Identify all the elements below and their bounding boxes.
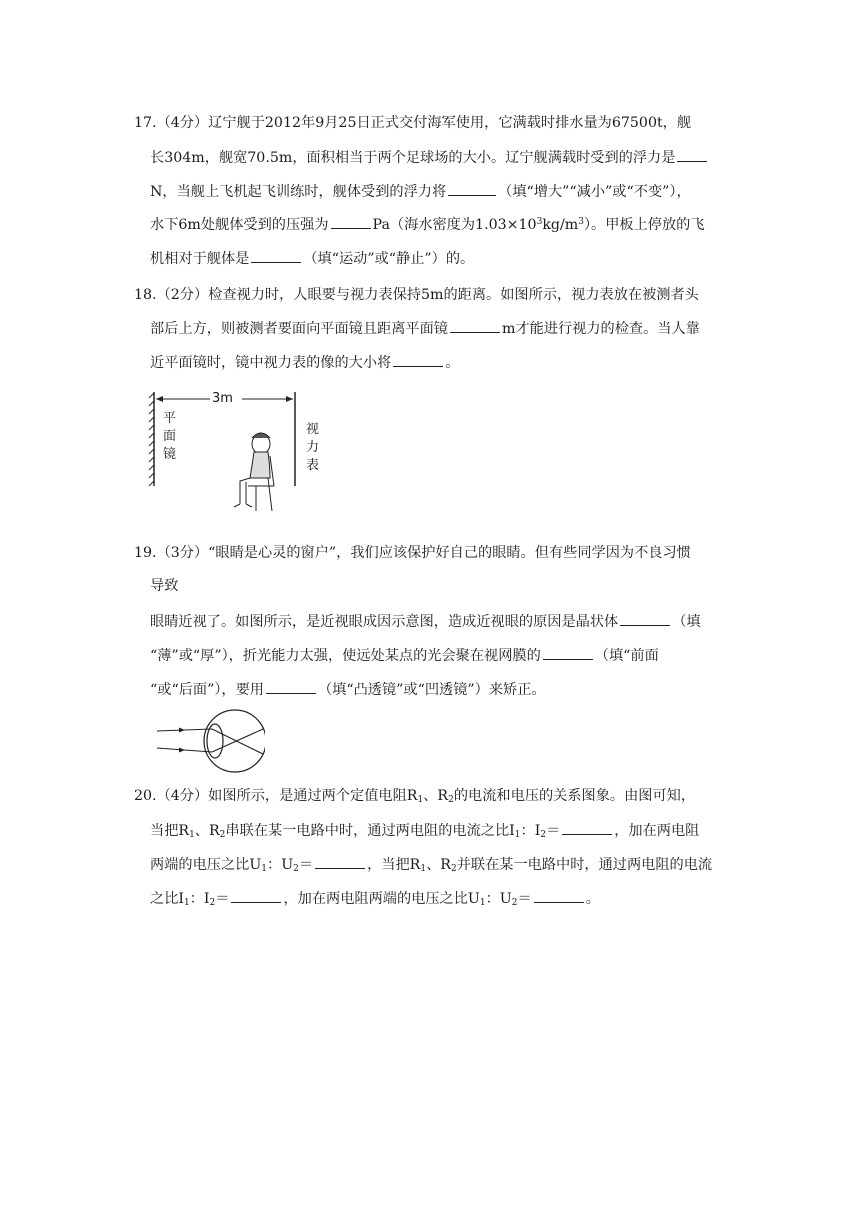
q17-number: 17.（4分）: [134, 115, 209, 131]
answer-blank[interactable]: [231, 888, 281, 903]
answer-blank[interactable]: [620, 611, 670, 626]
q18-number: 18.（2分）: [134, 287, 209, 303]
answer-blank[interactable]: [266, 679, 316, 694]
q19-line-1: 19.（3分）“眼睛是心灵的窗户”，我们应该保护好自己的眼睛。但有些同学因为不良习惯: [134, 545, 691, 561]
q17-line-4: 水下6m处舰体受到的压强为 Pa（海水密度为$1.03\times 10^3kg/m^3$）。甲板上停放的飞: [150, 214, 705, 235]
answer-blank[interactable]: [315, 854, 365, 869]
answer-blank[interactable]: [393, 352, 443, 367]
myopia-eye-diagram: [155, 707, 265, 775]
chart-label: 视 力 表: [306, 422, 320, 473]
myopia-eye-figure: [155, 707, 265, 775]
answer-blank[interactable]: [677, 147, 707, 162]
q17-line-3: N，当舰上飞机起飞训练时，舰体受到的浮力将 （填“增大”“减小”或“不变”），: [150, 181, 691, 202]
q19-line-3: 眼睛近视了。如图所示，是近视眼成因示意图，造成近视眼的原因是晶状体 （填: [150, 611, 701, 632]
answer-blank[interactable]: [251, 248, 301, 263]
q19-line-2: 导致: [150, 578, 179, 594]
mirror-label: 平 面 镜: [163, 411, 177, 462]
distance-label: 3m: [212, 391, 233, 406]
vision-test-figure: [148, 386, 320, 528]
q17-line-5: 机相对于舰体是 （填“运动”或“静止”）的。: [150, 248, 474, 269]
q20-number: 20.（4分）: [134, 788, 209, 804]
q20-line-1: 20.（4分）如图所示，是通过两个定值电阻$R_1$、$R_2$的电流和电压的关系图象。由图可知，: [134, 788, 696, 805]
answer-blank[interactable]: [562, 820, 612, 835]
q19-line-4: “薄”或“厚”），折光能力太强，使远处某点的光会聚在视网膜的 （填“前面: [150, 645, 659, 666]
answer-blank[interactable]: [450, 318, 500, 333]
q18-line-2: 部后上方，则被测者要面向平面镜且距离平面镜 m才能进行视力的检查。当人靠: [150, 318, 700, 339]
answer-blank[interactable]: [331, 214, 371, 229]
q17-line-2: 长304m，舰宽70.5m，面积相当于两个足球场的大小。辽宁舰满载时受到的浮力是: [150, 147, 709, 168]
q17-line-1: 17.（4分）辽宁舰于2012年9月25日正式交付海军使用，它满载时排水量为67500t，舰: [134, 115, 692, 131]
q18-line-3: 近平面镜时，镜中视力表的像的大小将 。: [150, 352, 459, 373]
q18-line-1: 18.（2分）检查视力时，人眼要与视力表保持5m的距离。如图所示，视力表放在被测者头: [134, 287, 699, 303]
q20-line-3: 两端的电压之比$U_1$：$U_2=$ ，当把$R_1$、$R_2$并联在某一电路中时，通过两电阻的电流: [150, 854, 712, 875]
eyeball: [204, 710, 265, 772]
answer-blank[interactable]: [534, 888, 584, 903]
light-rays: [157, 729, 263, 754]
q19-number: 19.（3分）: [134, 545, 209, 561]
q19-line-5: “或“后面”），要用 （填“凸透镜”或“凹透镜”）来矫正。: [150, 679, 546, 700]
answer-blank[interactable]: [448, 181, 496, 196]
q20-line-4: 之比$I_1$：$I_2=$ ，加在两电阻两端的电压之比$U_1$：$U_2=$ 。: [150, 888, 600, 909]
q20-line-2: 当把$R_1$、$R_2$串联在某一电路中时，通过两电阻的电流之比$I_1$：$I_2=$ ，加在两电阻: [150, 820, 699, 841]
seated-person: [234, 433, 274, 511]
answer-blank[interactable]: [543, 645, 593, 660]
